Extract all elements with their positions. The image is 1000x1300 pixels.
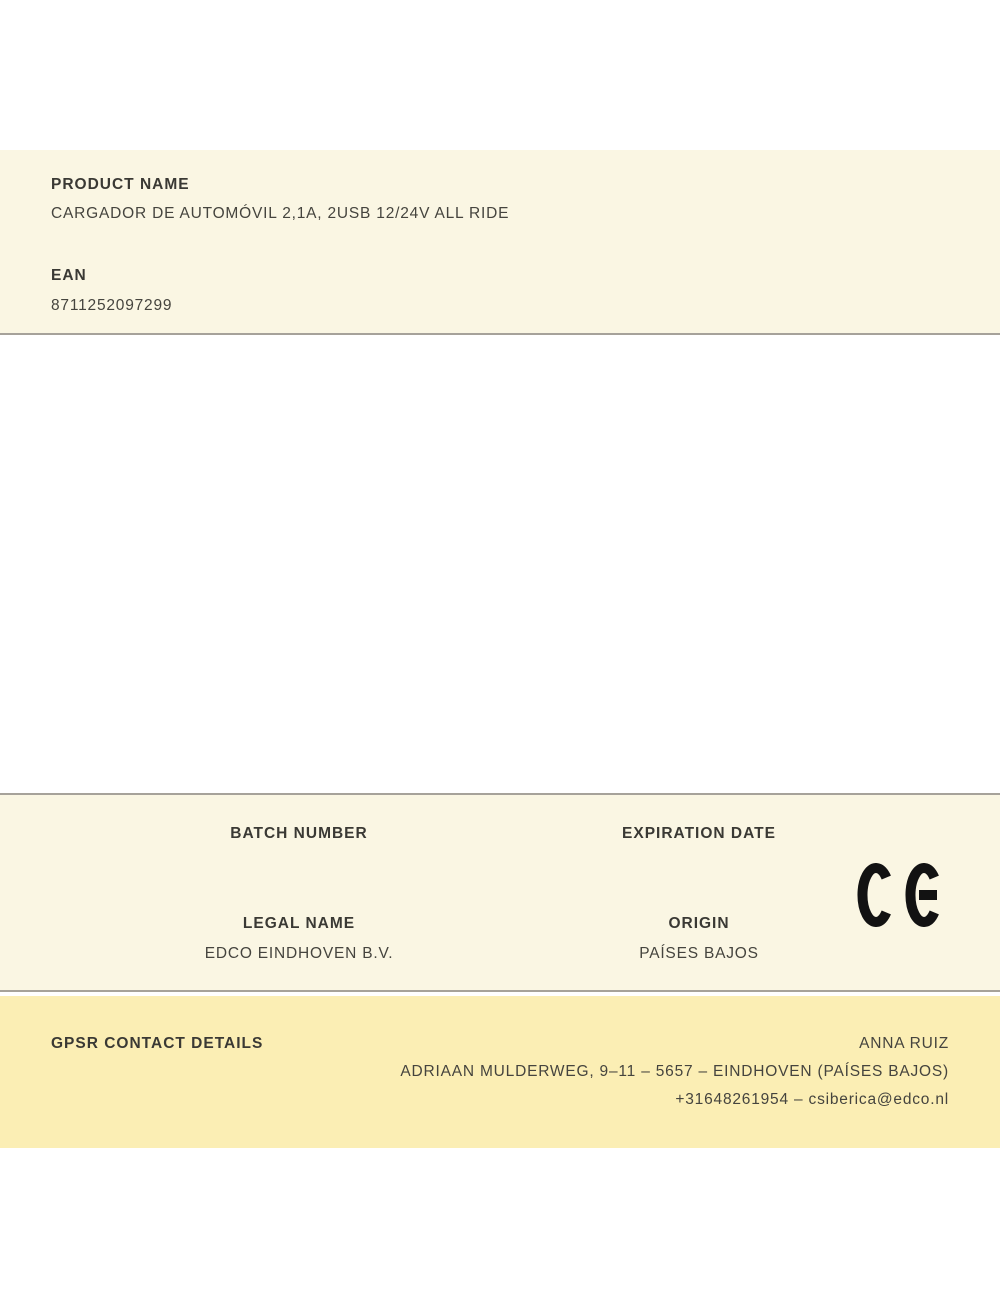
ce-mark-icon xyxy=(857,863,943,927)
product-name-value: CARGADOR DE AUTOMÓVIL 2,1A, 2USB 12/24V ALL RIDE xyxy=(51,205,510,222)
product-name-label: PRODUCT NAME xyxy=(51,176,190,193)
batch-number-label: BATCH NUMBER xyxy=(230,825,368,842)
expiration-date-label: EXPIRATION DATE xyxy=(622,825,776,842)
ean-value: 8711252097299 xyxy=(51,297,173,314)
legal-name-value: EDCO EINDHOVEN B.V. xyxy=(204,945,394,962)
gpsr-section xyxy=(0,996,1000,1148)
ean-label: EAN xyxy=(51,267,87,284)
gpsr-contact-address: ADRIAAN MULDERWEG, 9–11 – 5657 – EINDHOVEN (PAÍSES BAJOS) xyxy=(400,1063,949,1080)
batch-section xyxy=(0,793,1000,992)
product-section xyxy=(0,150,1000,335)
gpsr-contact-details-label: GPSR CONTACT DETAILS xyxy=(51,1035,264,1052)
origin-label: ORIGIN xyxy=(668,915,730,932)
origin-value: PAÍSES BAJOS xyxy=(639,945,759,962)
legal-name-label: LEGAL NAME xyxy=(242,915,356,932)
gpsr-contact-phone-email: +31648261954 – csiberica@edco.nl xyxy=(675,1091,949,1108)
gpsr-contact-name: ANNA RUIZ xyxy=(859,1035,949,1052)
